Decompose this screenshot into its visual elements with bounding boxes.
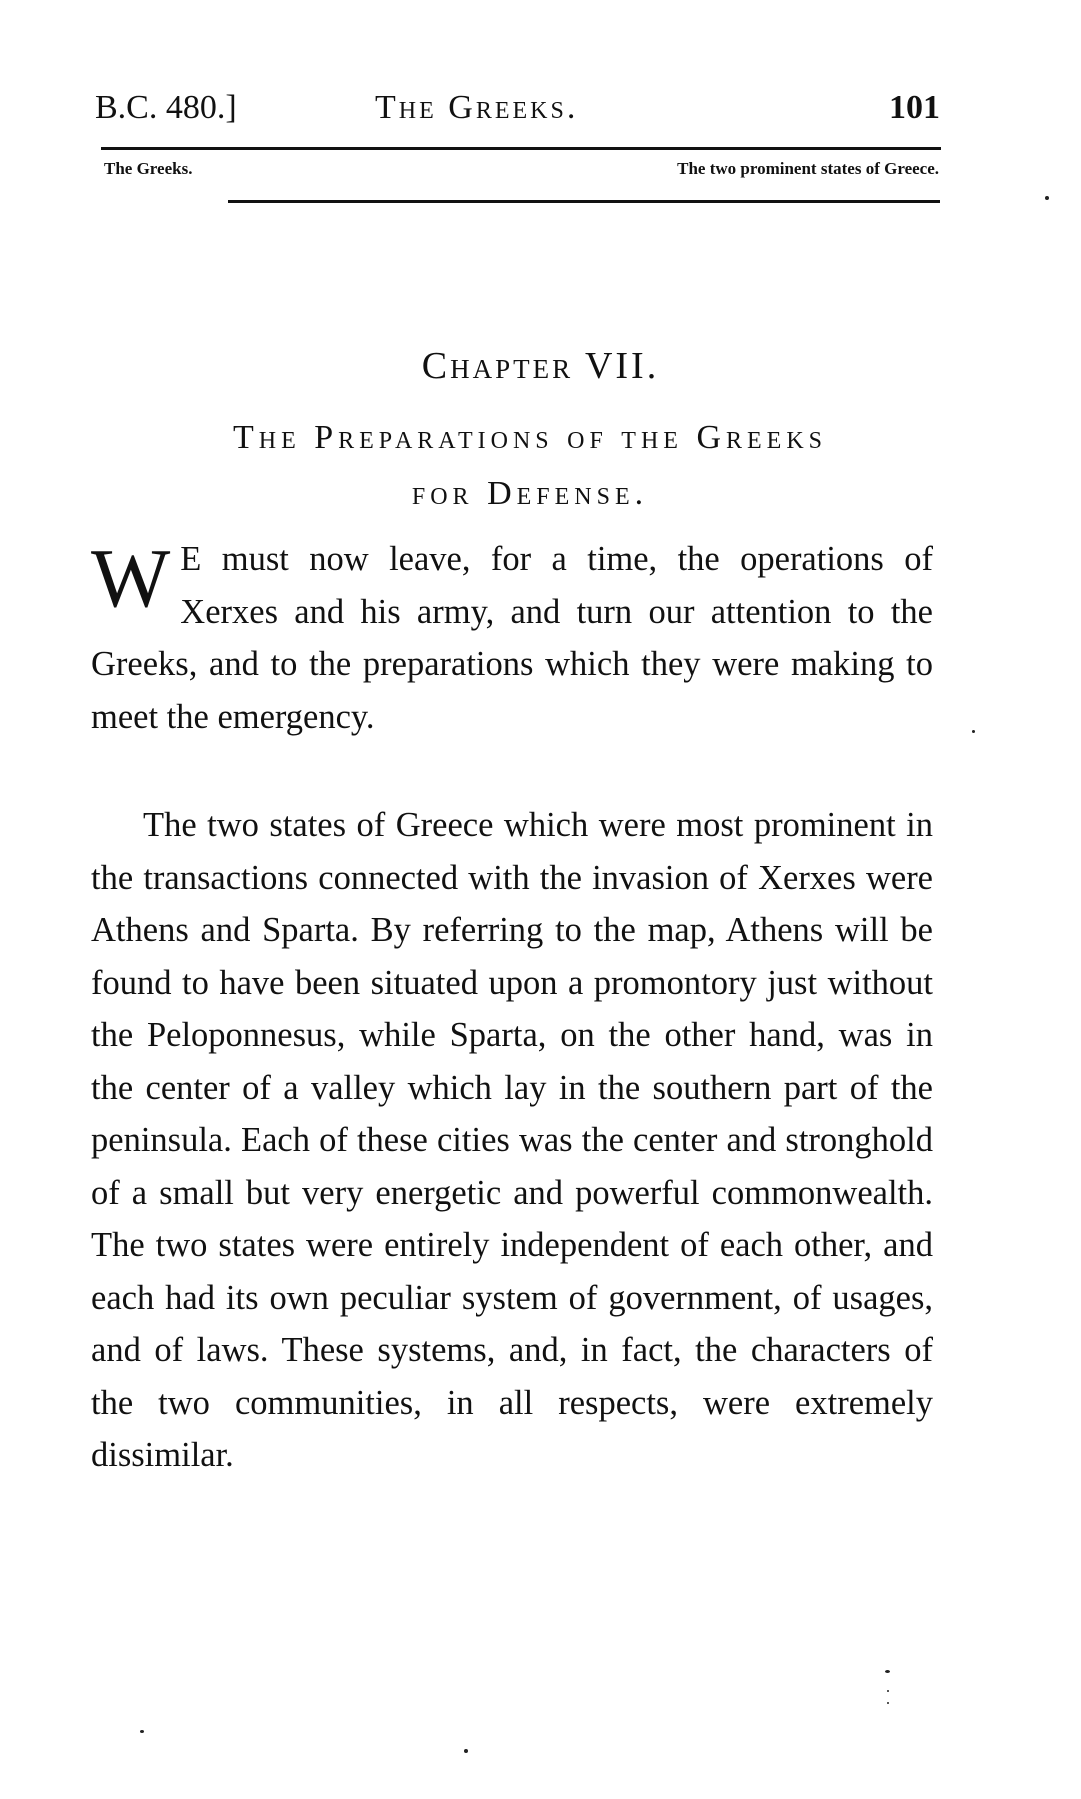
side-note-left: The Greeks. [104,159,193,178]
ink-speck [885,1670,890,1673]
page-number: 101 [889,89,940,126]
side-note-right: The two prominent states of Greece. [677,159,939,178]
ink-speck [140,1730,144,1733]
running-head-date: B.C. 480.] [95,89,237,126]
paragraph-1-text: E must now leave, for a time, the operations of Xerxes and his army, and turn our attention to the Greeks, and to the preparations which they were making to meet the emergency. [91,540,933,736]
chapter-title-line-1: The Preparations of the Greeks [232,419,828,456]
ink-speck [1045,196,1049,200]
chapter-title-line-2: for Defense. [411,475,649,512]
paragraph-1 [91,533,933,743]
running-head-title: The Greeks. [375,89,579,126]
drop-cap: W [91,532,171,625]
running-head [95,84,940,132]
chapter-number: Chapter VII. [421,345,660,387]
header-rule-top [101,147,941,150]
ink-speck [887,1690,889,1692]
header-rule-bottom [228,200,940,203]
ink-speck [972,730,975,733]
chapter-heading [110,410,950,522]
ink-speck [887,1702,889,1704]
paragraph-2: The two states of Greece which were most prominent in the transactions connected with the invasion of Xerxes were Athens and Sparta. By referring to the map, Athens will be found to have been situated upon a promontory just without the Peloponnesus, while Sparta, on the other hand, was in the center of a valley which lay in the southern part of the peninsula. Each of these cities was the center and stronghold of a small but very energetic and powerful commonwealth. The two states were entirely independent of each other, and each had its own peculiar system of government, of usages, and of laws. These systems, and, in fact, the characters of the two communities, in all respects, were extremely dissimilar. [91,806,933,1474]
ink-speck [464,1749,468,1753]
